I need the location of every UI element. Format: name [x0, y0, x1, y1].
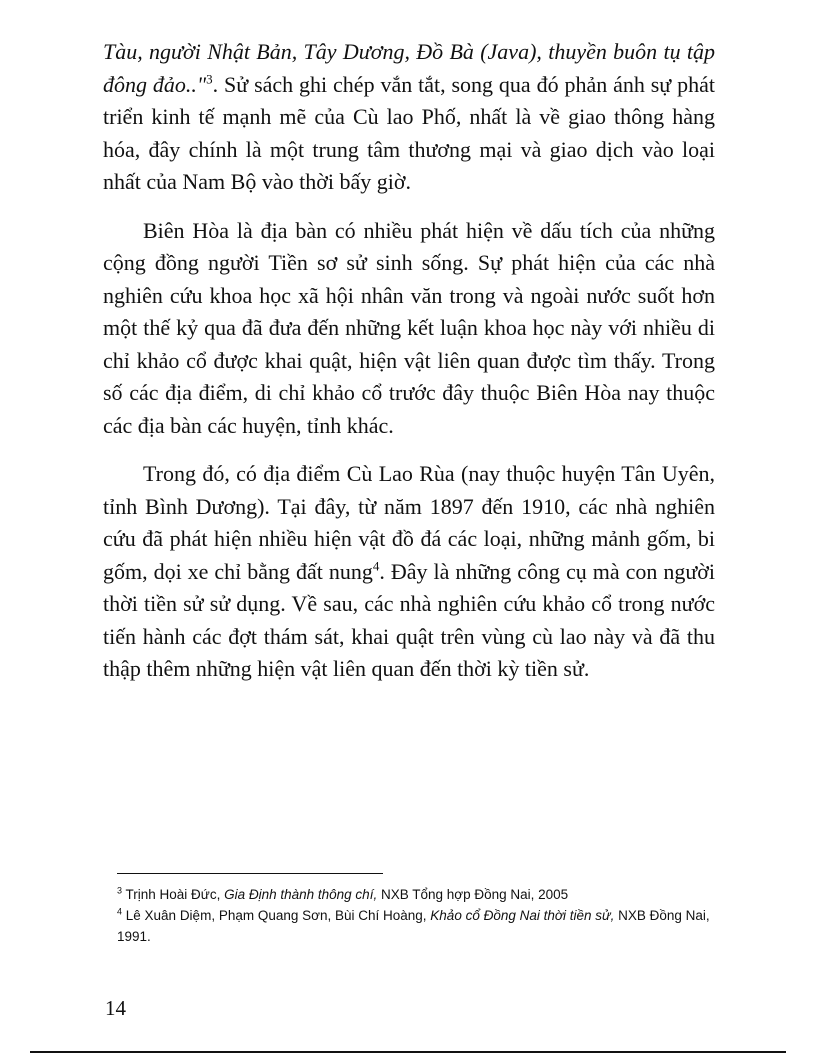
footnote-3	[117, 884, 717, 905]
body-text	[103, 36, 715, 702]
footnote-title: Khảo cổ Đồng Nai thời tiền sử,	[430, 908, 615, 923]
quote-close: "	[196, 71, 207, 97]
quote-italic: Tàu, người Nhật Bản, Tây Dương, Đồ Bà (Java), thuyền buôn tụ tập đông đảo..	[103, 39, 715, 97]
paragraph-3-text-before: Trong đó, có địa điểm Cù Lao Rùa (nay thuộc huyện Tân Uyên, tỉnh Bình Dương). Tại đây, từ năm 1897 đến 1910, các nhà nghiên cứu đã phát hiện nhiều hiện vật đồ đá các loại, những mảnh gốm, bi gốm, dọi xe chỉ bằng đất nung	[103, 461, 715, 584]
page-number: 14	[105, 996, 126, 1020]
paragraph-1-text: . Sử sách ghi chép vắn tắt, song qua đó phản ánh sự phát triển kinh tế mạnh mẽ của Cù lao Phố, nhất là về giao thông hàng hóa, đây chính là một trung tâm thương mại và giao dịch vào loại nhất của Nam Bộ vào thời bấy giờ.	[103, 71, 715, 194]
footnote-marker: 3	[117, 885, 123, 896]
paragraph-2: Biên Hòa là địa bàn có nhiều phát hiện về dấu tích của những cộng đồng người Tiền sơ sử sinh sống. Sự phát hiện của các nhà nghiên cứu khoa học xã hội nhân văn trong và ngoài nước suốt hơn một thế kỷ qua đã đưa đến những kết luận khoa học này với nhiều di chỉ khảo cổ được khai quật, hiện vật liên quan được tìm thấy. Trong số các địa điểm, di chỉ khảo cổ trước đây thuộc Biên Hòa nay thuộc các địa bàn các huyện, tỉnh khác.	[103, 217, 715, 438]
footnote-author: Lê Xuân Diệm, Phạm Quang Sơn, Bùi Chí Hoàng,	[122, 908, 431, 923]
paragraph-1	[103, 36, 715, 199]
paragraph-3-text-after: . Đây là những công cụ mà con người thời tiền sử sử dụng. Về sau, các nhà nghiên cứu khảo cổ trong nước tiến hành các đợt thám sát, khai quật trên vùng cù lao này và đã thu thập thêm những hiện vật liên quan đến thời kỳ tiền sử.	[103, 558, 715, 681]
footnote-ref-3: 3	[206, 71, 213, 87]
footnote-4	[117, 905, 717, 947]
page-bottom-rule	[30, 1051, 786, 1053]
footnote-marker: 4	[117, 906, 123, 917]
paragraph-3	[103, 458, 715, 686]
footnote-publisher: NXB Đồng Nai, 1991.	[117, 908, 710, 944]
footnote-divider	[117, 873, 383, 874]
footnotes	[117, 884, 717, 947]
footnote-title: Gia Định thành thông chí,	[224, 887, 378, 902]
footnote-author: Trịnh Hoài Đức,	[122, 887, 225, 902]
footnote-publisher: NXB Tổng hợp Đồng Nai, 2005	[377, 887, 569, 902]
footnote-ref-4: 4	[372, 558, 380, 574]
